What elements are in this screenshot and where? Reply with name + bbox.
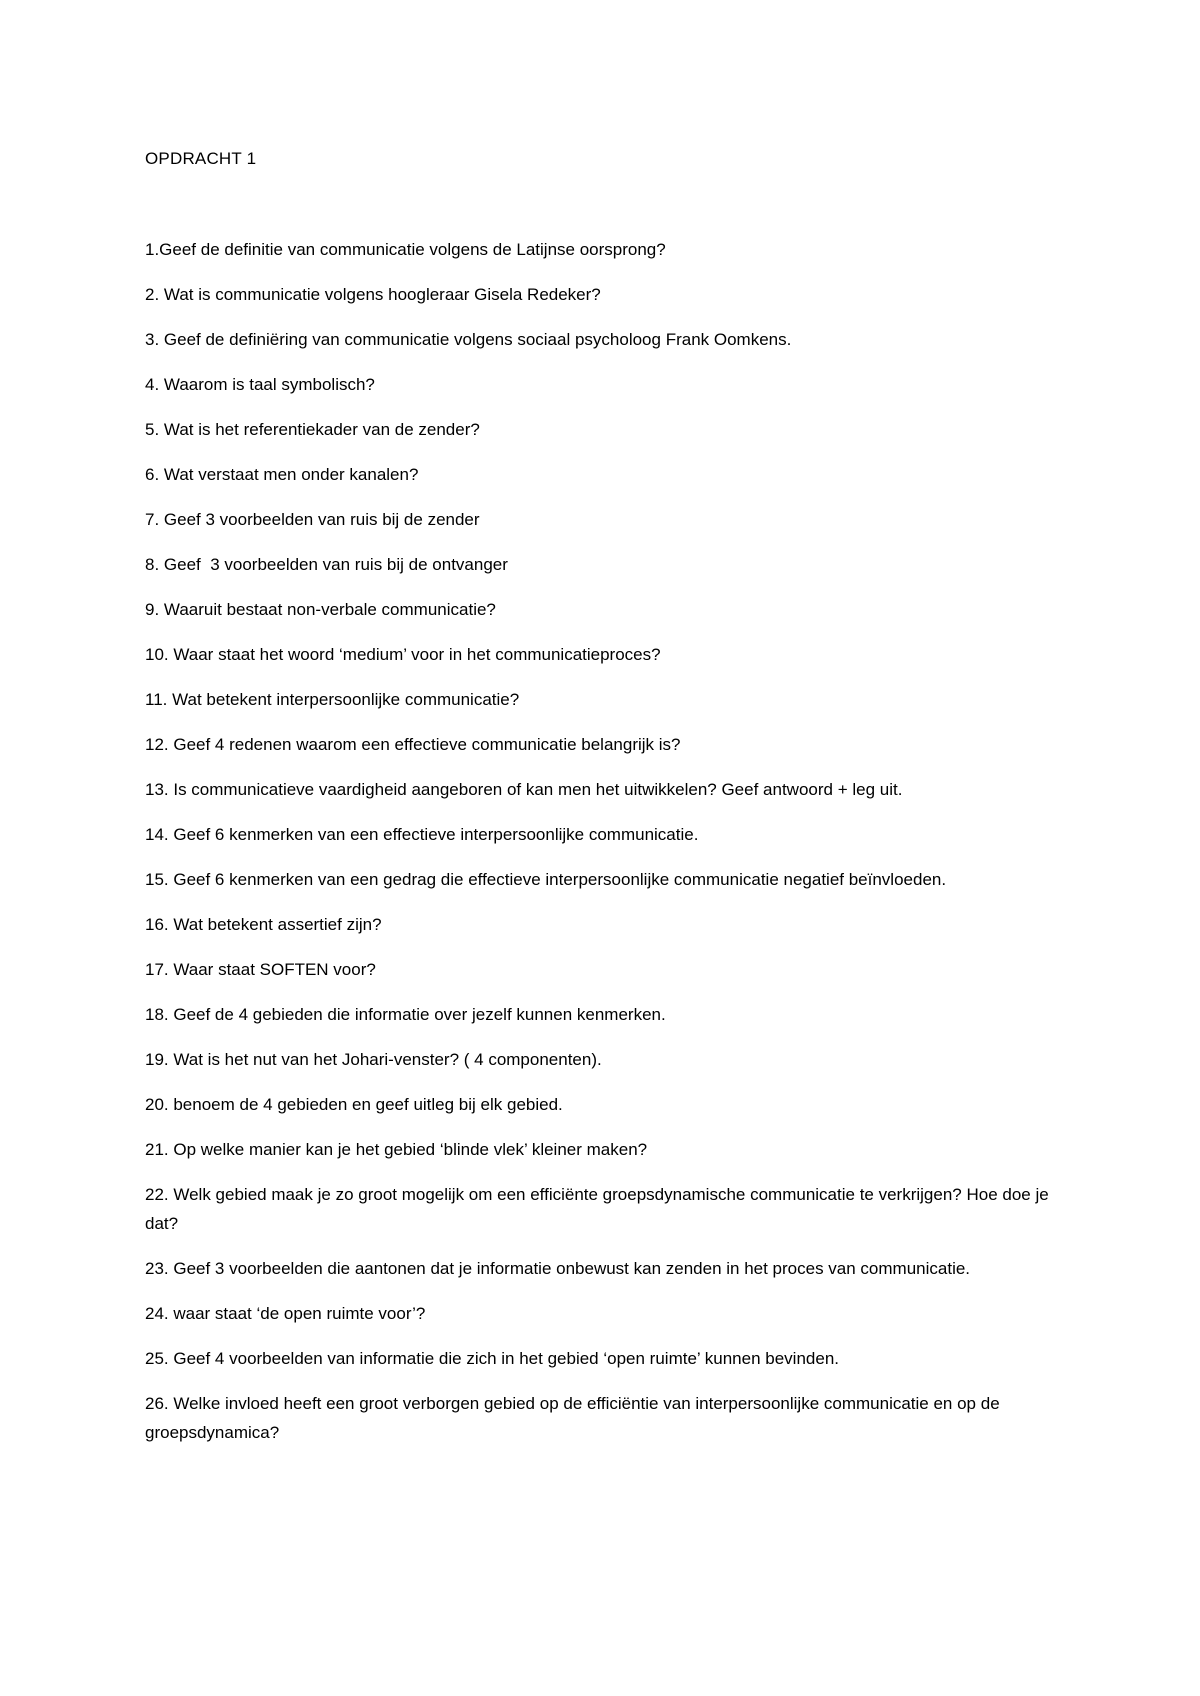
question-item: 10. Waar staat het woord ‘medium’ voor in het communicatieproces?	[145, 645, 661, 664]
question-item: 25. Geef 4 voorbeelden van informatie die zich in het gebied ‘open ruimte’ kunnen bevinden.	[145, 1349, 839, 1368]
question-item: 5. Wat is het referentiekader van de zender?	[145, 420, 480, 439]
question-item: 18. Geef de 4 gebieden die informatie over jezelf kunnen kenmerken.	[145, 1005, 666, 1024]
question-item: 21. Op welke manier kan je het gebied ‘blinde vlek’ kleiner maken?	[145, 1140, 648, 1159]
question-item: 7. Geef 3 voorbeelden van ruis bij de zender	[145, 510, 480, 529]
question-item: 14. Geef 6 kenmerken van een effectieve interpersoonlijke communicatie.	[145, 825, 699, 844]
question-item: 6. Wat verstaat men onder kanalen?	[145, 465, 419, 484]
question-item: 9. Waaruit bestaat non-verbale communicatie?	[145, 600, 496, 619]
question-item: 1.Geef de definitie van communicatie volgens de Latijnse oorsprong?	[145, 240, 666, 259]
question-item: 11. Wat betekent interpersoonlijke communicatie?	[145, 690, 520, 709]
question-item: 8. Geef 3 voorbeelden van ruis bij de ontvanger	[145, 555, 508, 574]
question-item: 13. Is communicatieve vaardigheid aangeboren of kan men het uitwikkelen? Geef antwoord + leg uit.	[145, 780, 903, 799]
question-item: 17. Waar staat SOFTEN voor?	[145, 960, 376, 979]
question-item: 24. waar staat ‘de open ruimte voor’?	[145, 1304, 426, 1323]
question-item: 16. Wat betekent assertief zijn?	[145, 915, 382, 934]
question-item: 23. Geef 3 voorbeelden die aantonen dat je informatie onbewust kan zenden in het proces van communicatie.	[145, 1259, 971, 1278]
question-item: 26. Welke invloed heeft een groot verborgen gebied op de efficiëntie van interpersoonlijke communicatie en op de groepsdynamica?	[145, 1394, 1005, 1442]
question-item: 3. Geef de definiëring van communicatie volgens sociaal psycholoog Frank Oomkens.	[145, 330, 792, 349]
question-item: 4. Waarom is taal symbolisch?	[145, 375, 375, 394]
question-item: 2. Wat is communicatie volgens hoogleraar Gisela Redeker?	[145, 285, 601, 304]
question-item: 20. benoem de 4 gebieden en geef uitleg bij elk gebied.	[145, 1095, 563, 1114]
question-item: 22. Welk gebied maak je zo groot mogelijk om een efficiënte groepsdynamische communicatie te verkrijgen? Hoe doe je dat?	[145, 1185, 1054, 1233]
question-item: 15. Geef 6 kenmerken van een gedrag die effectieve interpersoonlijke communicatie negatief beïnvloeden.	[145, 870, 947, 889]
question-item: 12. Geef 4 redenen waarom een effectieve communicatie belangrijk is?	[145, 735, 681, 754]
document-title: OPDRACHT 1	[145, 149, 257, 168]
question-list	[145, 235, 1065, 1463]
question-item: 19. Wat is het nut van het Johari-venster? ( 4 componenten).	[145, 1050, 602, 1069]
